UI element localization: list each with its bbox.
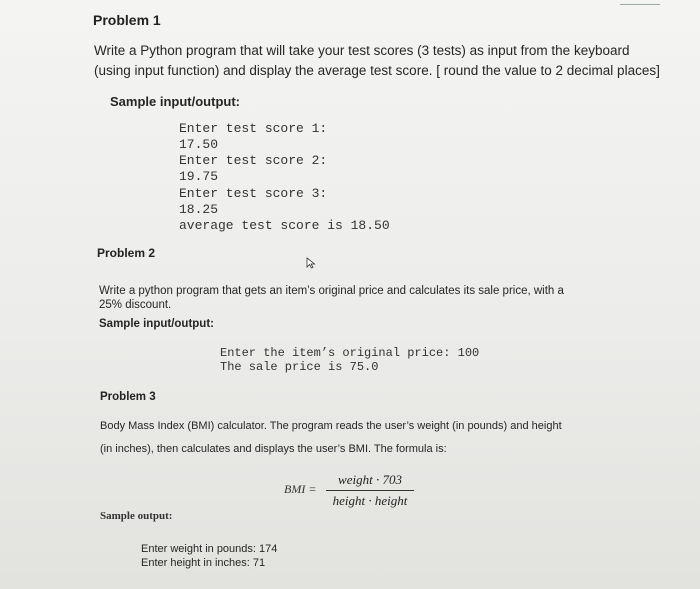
problem-1-io-line: 17.50 (179, 137, 219, 152)
problem-3-description-line-2: (in inches), then calculates and displays the user’s BMI. The formula is: (100, 443, 447, 455)
problem-1-io-line: average test score is 18.50 (179, 218, 390, 233)
problem-3-title: Problem 3 (100, 391, 156, 403)
problem-1-sample-label: Sample input/output: (110, 94, 240, 109)
problem-1-io-line: Enter test score 3: (179, 186, 328, 201)
problem-1-description-line-2: (using input function) and display the average test score. [ round the value to 2 decimal places] (94, 63, 660, 78)
problem-2-io-line: The sale price is 75.0 (220, 360, 379, 374)
problem-1-description-line-1: Write a Python program that will take your test scores (3 tests) as input from the keyboard (94, 43, 630, 58)
problem-1-io-line: Enter test score 1: (179, 121, 328, 136)
problem-3-sample-label: Sample output: (100, 510, 173, 522)
problem-3-description-line-1: Body Mass Index (BMI) calculator. The program reads the user’s weight (in pounds) and height (100, 420, 562, 432)
problem-2-description-line-2: 25% discount. (99, 299, 172, 311)
problem-3-output-line: Enter height in inches: 71 (141, 557, 266, 569)
problem-2-description-line-1: Write a python program that gets an item’s original price and calculates its sale price, with a (99, 285, 564, 297)
problem-1-title: Problem 1 (93, 12, 161, 28)
problem-2-sample-label: Sample input/output: (99, 318, 214, 330)
bmi-formula-numerator: weight ∙ 703 (338, 472, 402, 487)
problem-2-io-line: Enter the item’s original price: 100 (220, 346, 480, 360)
bmi-formula-lhs: BMI = (284, 482, 317, 496)
fraction-bar (326, 490, 414, 491)
bmi-formula-fraction (326, 472, 414, 509)
page-edge-decoration (620, 0, 660, 5)
problem-3-output-line: Enter weight in pounds: 174 (141, 543, 278, 555)
problem-1-io-line: 19.75 (179, 169, 219, 184)
problem-2-title: Problem 2 (97, 246, 156, 260)
mouse-cursor-icon (306, 257, 316, 269)
bmi-formula-denominator: height ∙ height (332, 493, 408, 508)
problem-1-io-line: Enter test score 2: (179, 153, 328, 168)
problem-1-io-line: 18.25 (179, 202, 219, 217)
